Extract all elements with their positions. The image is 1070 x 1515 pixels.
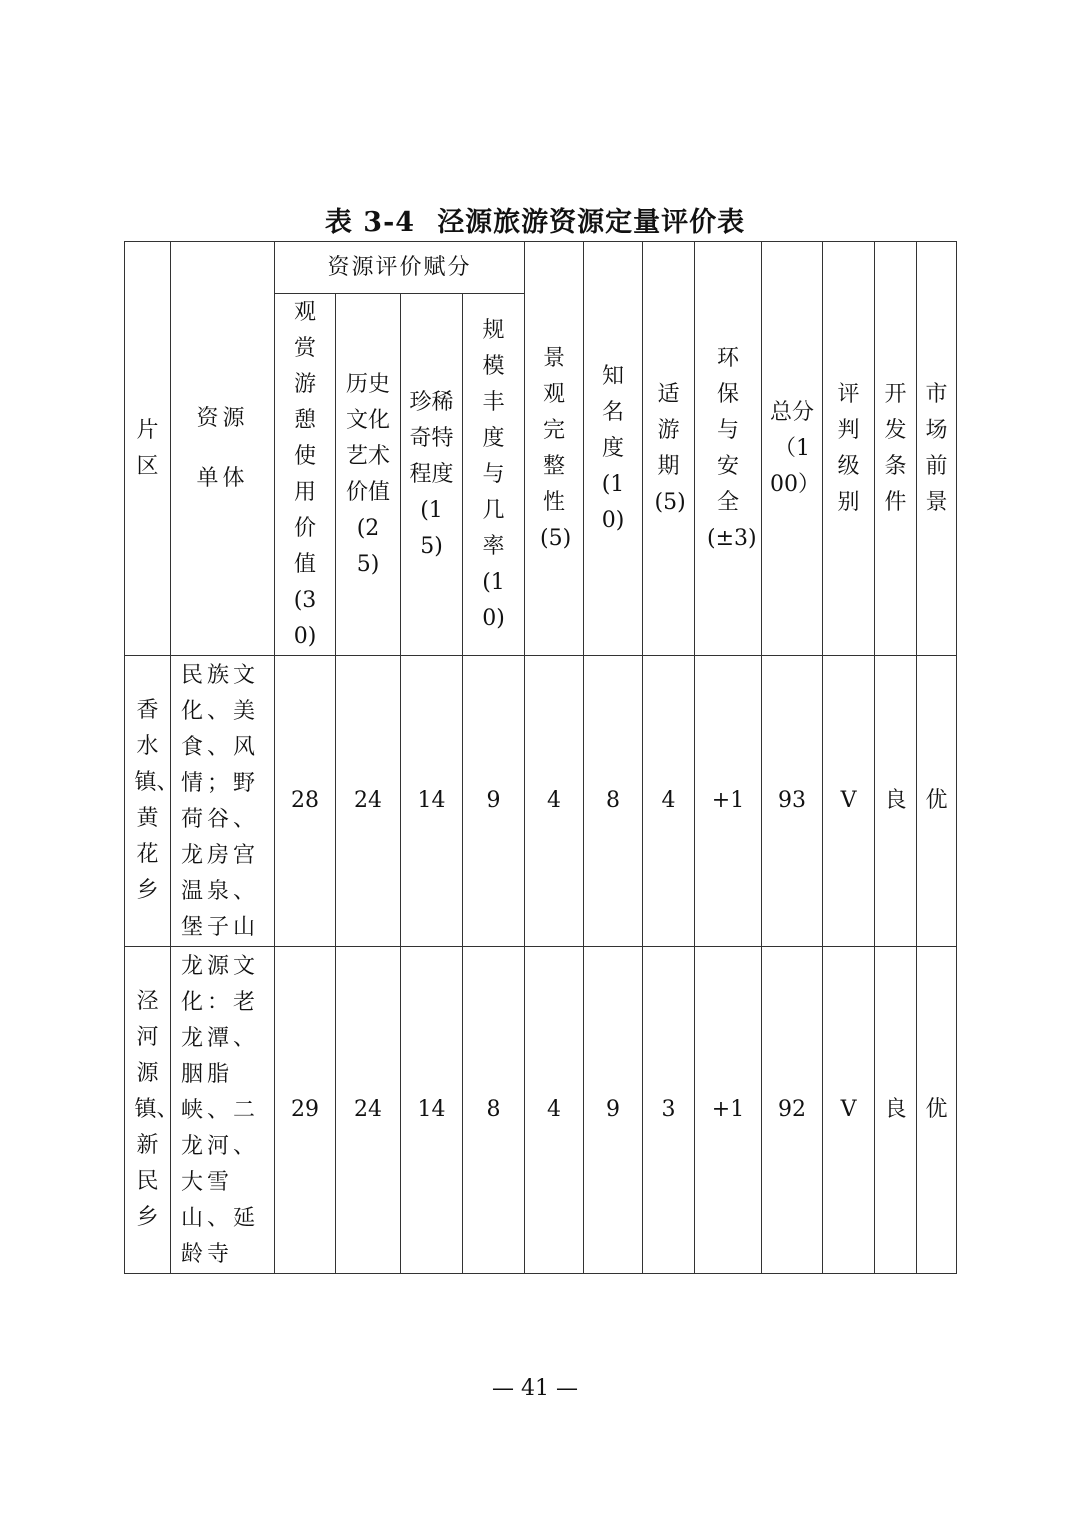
cell-integrity: 4 xyxy=(525,656,584,947)
header-group: 资源评价赋分 xyxy=(275,242,525,294)
page-number: — 41 — xyxy=(492,1376,578,1401)
header-env: 环保与安全(±3) xyxy=(695,242,762,656)
cell-total: 92 xyxy=(762,947,823,1274)
cell-unit: 民族文化、美食、风情；野荷谷、龙房宫温泉、堡子山 xyxy=(171,656,275,947)
header-dev: 开发条件 xyxy=(875,242,917,656)
header-rarity: 珍稀奇特程度(15) xyxy=(401,294,463,656)
cell-scale: 8 xyxy=(463,947,525,1274)
header-unit: 资源 单体 xyxy=(171,242,275,656)
cell-scale: 9 xyxy=(463,656,525,947)
header-scale: 规模丰度与几率(10) xyxy=(463,294,525,656)
cell-rarity: 14 xyxy=(401,656,463,947)
cell-grade: V xyxy=(823,947,875,1274)
cell-season: 4 xyxy=(643,656,695,947)
cell-ornamental: 29 xyxy=(275,947,336,1274)
cell-history: 24 xyxy=(336,947,401,1274)
table-row xyxy=(125,947,957,1274)
cell-market: 优 xyxy=(917,656,957,947)
cell-dev: 良 xyxy=(875,947,917,1274)
cell-market: 优 xyxy=(917,947,957,1274)
cell-ornamental: 28 xyxy=(275,656,336,947)
header-zone: 片区 xyxy=(125,242,171,656)
table-caption xyxy=(0,200,1070,239)
cell-history: 24 xyxy=(336,656,401,947)
evaluation-table xyxy=(124,241,957,1274)
header-total: 总分（100） xyxy=(762,242,823,656)
cell-zone: 香水镇、黄花乡 xyxy=(125,656,171,947)
header-market: 市场前景 xyxy=(917,242,957,656)
cell-env: +1 xyxy=(695,656,762,947)
cell-unit: 龙源文化：老龙潭、胭脂峡、二龙河、大雪山、延龄寺 xyxy=(171,947,275,1274)
cell-dev: 良 xyxy=(875,656,917,947)
cell-grade: V xyxy=(823,656,875,947)
cell-fame: 9 xyxy=(584,947,643,1274)
cell-zone: 泾河源镇、新民乡 xyxy=(125,947,171,1274)
cell-season: 3 xyxy=(643,947,695,1274)
table-title: 泾源旅游资源定量评价表 xyxy=(437,207,746,238)
header-grade: 评判级别 xyxy=(823,242,875,656)
header-season: 适游期(5) xyxy=(643,242,695,656)
cell-total: 93 xyxy=(762,656,823,947)
table-number: 表 3-4 xyxy=(324,207,416,238)
header-history: 历史文化艺术价值(25) xyxy=(336,294,401,656)
header-ornamental: 观赏游憩使用价值(30) xyxy=(275,294,336,656)
cell-fame: 8 xyxy=(584,656,643,947)
cell-env: +1 xyxy=(695,947,762,1274)
header-fame: 知名度(10) xyxy=(584,242,643,656)
cell-rarity: 14 xyxy=(401,947,463,1274)
table-row xyxy=(125,656,957,947)
header-integrity: 景观完整性(5) xyxy=(525,242,584,656)
cell-integrity: 4 xyxy=(525,947,584,1274)
